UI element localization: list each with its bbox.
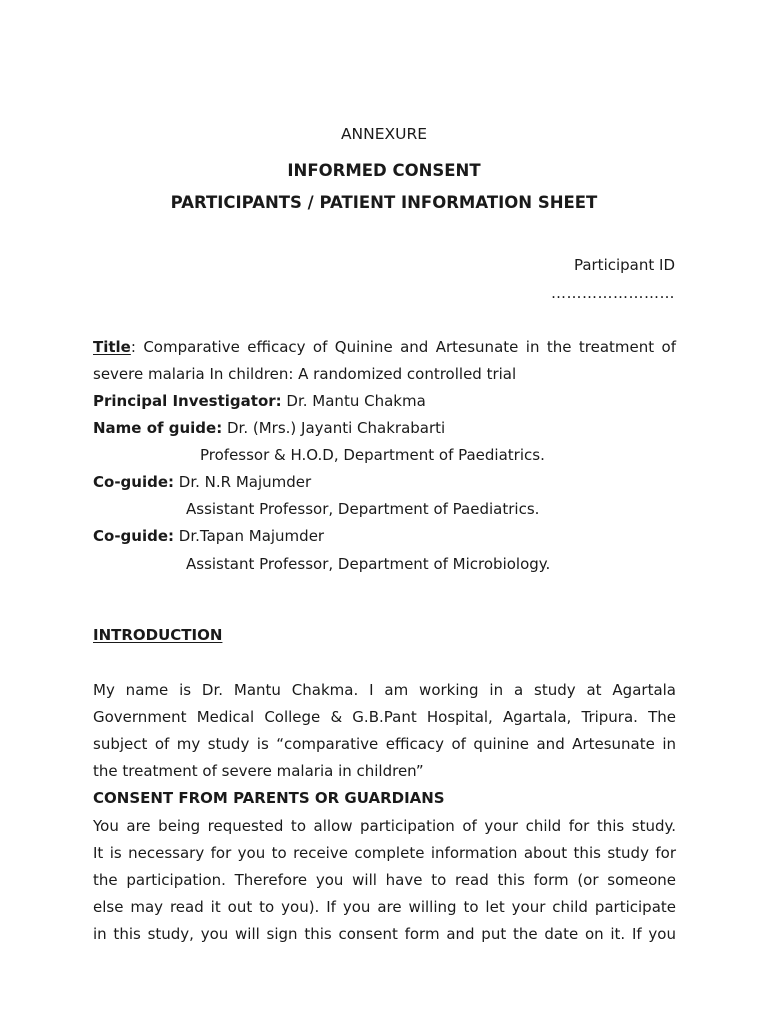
intro-line: Government Medical College & G.B.Pant Hospital, Agartala, Tripura. The <box>93 708 676 726</box>
coguide-2-line <box>93 526 676 546</box>
title-line-1 <box>93 337 676 357</box>
participant-id-blank: …………………… <box>551 284 675 302</box>
guide-line <box>93 418 676 438</box>
title-line-2: severe malaria In children: A randomized controlled trial <box>93 365 517 383</box>
introduction-heading <box>93 625 676 645</box>
intro-line: the treatment of severe malaria in children” <box>93 762 424 780</box>
pi-label: Principal Investigator: <box>93 392 282 410</box>
coguide-1-value: Dr. N.R Majumder <box>174 473 312 491</box>
informed-consent-heading: INFORMED CONSENT <box>287 161 481 180</box>
consent-line: It is necessary for you to receive complete information about this study for <box>93 844 676 862</box>
participant-id-label: Participant ID <box>573 256 675 274</box>
coguide-2-role: Assistant Professor, Department of Microbiology. <box>186 555 551 573</box>
consent-line: in this study, you will sign this consent form and put the date on it. If you <box>93 925 676 943</box>
annexure-heading: ANNEXURE <box>340 125 428 143</box>
coguide-1-role: Assistant Professor, Department of Paediatrics. <box>186 500 540 518</box>
information-sheet-heading: PARTICIPANTS / PATIENT INFORMATION SHEET <box>170 193 598 212</box>
guide-role: Professor & H.O.D, Department of Paediatrics. <box>200 446 545 464</box>
coguide-1-label: Co-guide: <box>93 473 175 491</box>
consent-line: the participation. Therefore you will have to read this form (or someone <box>93 871 676 889</box>
introduction-heading-text: INTRODUCTION <box>93 626 223 644</box>
principal-investigator-line <box>93 391 676 411</box>
coguide-2-value: Dr.Tapan Majumder <box>174 527 325 545</box>
guide-value: Dr. (Mrs.) Jayanti Chakrabarti <box>222 419 446 437</box>
consent-heading: CONSENT FROM PARENTS OR GUARDIANS <box>93 789 445 807</box>
consent-line: You are being requested to allow participation of your child for this study. <box>93 817 676 835</box>
coguide-2-label: Co-guide: <box>93 527 175 545</box>
consent-line: else may read it out to you). If you are willing to let your child participate <box>93 898 676 916</box>
title-label: Title <box>93 338 131 356</box>
intro-line: My name is Dr. Mantu Chakma. I am working in a study at Agartala <box>93 681 676 699</box>
coguide-1-line <box>93 472 676 492</box>
pi-value: Dr. Mantu Chakma <box>281 392 426 410</box>
intro-line: subject of my study is “comparative efficacy of quinine and Artesunate in <box>93 735 676 753</box>
title-text-1: : Comparative efficacy of Quinine and Artesunate in the treatment of <box>130 338 676 356</box>
guide-label: Name of guide: <box>93 419 223 437</box>
